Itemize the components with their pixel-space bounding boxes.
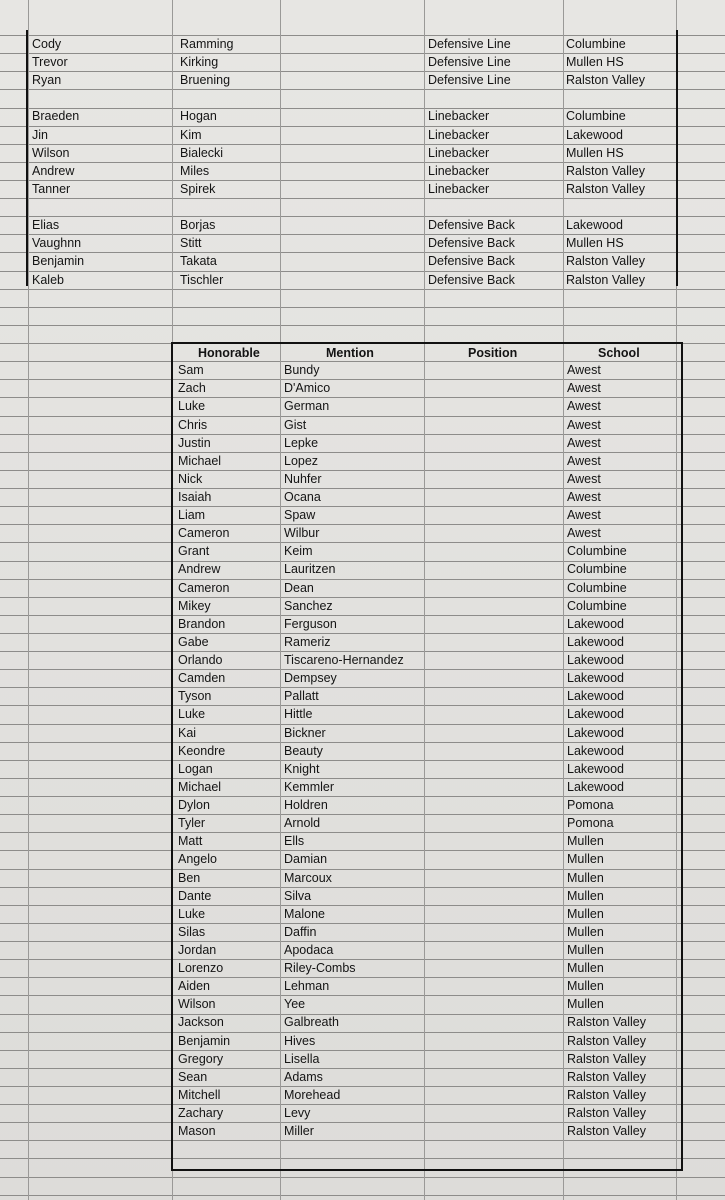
mention-school: Awest bbox=[567, 435, 601, 450]
mention-school: Ralston Valley bbox=[567, 1033, 646, 1048]
mention-first-name: Andrew bbox=[178, 562, 221, 577]
mention-school: Pomona bbox=[567, 798, 614, 813]
mention-first-name: Sean bbox=[178, 1069, 208, 1084]
mention-first-name: Angelo bbox=[178, 852, 217, 867]
mention-last-name: Ocana bbox=[284, 490, 321, 504]
mention-school: Mullen bbox=[567, 961, 604, 976]
player-first-name: Trevor bbox=[32, 55, 68, 70]
player-school: Mullen HS bbox=[566, 55, 624, 70]
mention-last-name: Tiscareno-Hernandez bbox=[284, 653, 404, 668]
player-first-name: Kaleb bbox=[32, 272, 64, 287]
mention-first-name: Luke bbox=[178, 399, 206, 414]
mention-first-name: Liam bbox=[178, 508, 206, 523]
player-position: Linebacker bbox=[428, 109, 490, 124]
grid-row-line bbox=[0, 325, 725, 326]
mention-last-name: Galbreath bbox=[284, 1015, 339, 1030]
mention-last-name: Adams bbox=[284, 1069, 323, 1084]
player-school: Ralston Valley bbox=[566, 163, 645, 178]
player-school: Columbine bbox=[566, 37, 626, 51]
mention-school: Awest bbox=[567, 453, 601, 468]
mention-school: Ralston Valley bbox=[567, 1106, 646, 1121]
player-last-name: Kim bbox=[180, 127, 202, 142]
mention-school: Lakewood bbox=[567, 634, 624, 649]
player-school: Lakewood bbox=[566, 218, 623, 233]
mention-school: Ralston Valley bbox=[567, 1051, 646, 1066]
mention-first-name: Grant bbox=[178, 544, 210, 559]
mention-school: Lakewood bbox=[567, 725, 624, 740]
player-school: Ralston Valley bbox=[566, 73, 645, 88]
mention-school: Lakewood bbox=[567, 779, 624, 794]
mention-school: Ralston Valley bbox=[567, 1087, 646, 1102]
mention-first-name: Michael bbox=[178, 453, 222, 468]
mention-school: Awest bbox=[567, 417, 601, 432]
mention-school: Lakewood bbox=[567, 689, 624, 704]
mention-last-name: Knight bbox=[284, 761, 320, 776]
mention-last-name: Dean bbox=[284, 580, 314, 595]
player-last-name: Ramming bbox=[180, 37, 234, 51]
mention-first-name: Aiden bbox=[178, 979, 210, 994]
grid-row-line bbox=[0, 1195, 725, 1196]
grid-row-line bbox=[0, 1177, 725, 1178]
player-school: Lakewood bbox=[566, 127, 623, 142]
mention-first-name: Luke bbox=[178, 906, 206, 921]
mention-last-name: Lauritzen bbox=[284, 562, 336, 577]
player-last-name: Bruening bbox=[180, 73, 231, 88]
mention-school: Mullen bbox=[567, 924, 604, 939]
player-first-name: Tanner bbox=[32, 181, 71, 196]
player-last-name: Kirking bbox=[180, 55, 219, 70]
grid-row-line bbox=[0, 307, 725, 308]
mention-last-name: Rameriz bbox=[284, 634, 331, 649]
mention-last-name: Lopez bbox=[284, 453, 319, 468]
mention-school: Mullen bbox=[567, 997, 604, 1012]
mention-last-name: Malone bbox=[284, 906, 325, 921]
player-first-name: Wilson bbox=[32, 145, 70, 160]
mention-last-name: Holdren bbox=[284, 798, 328, 813]
mention-first-name: Zachary bbox=[178, 1106, 224, 1121]
grid-row-line bbox=[0, 289, 725, 290]
player-first-name: Benjamin bbox=[32, 254, 85, 269]
mention-first-name: Luke bbox=[178, 707, 206, 722]
mention-last-name: Kemmler bbox=[284, 779, 335, 794]
mention-first-name: Silas bbox=[178, 924, 206, 939]
mention-last-name: Pallatt bbox=[284, 689, 319, 704]
mention-school: Awest bbox=[567, 526, 601, 541]
mention-first-name: Matt bbox=[178, 834, 203, 849]
mention-first-name: Dylon bbox=[178, 798, 210, 813]
mention-school: Columbine bbox=[567, 562, 627, 577]
mention-first-name: Benjamin bbox=[178, 1033, 231, 1048]
mention-last-name: Hittle bbox=[284, 707, 313, 722]
mention-last-name: Lisella bbox=[284, 1051, 320, 1066]
player-position: Defensive Back bbox=[428, 272, 515, 287]
player-position: Linebacker bbox=[428, 163, 490, 178]
column-header: Position bbox=[468, 346, 518, 361]
mention-last-name: Damian bbox=[284, 852, 328, 867]
mention-school: Mullen bbox=[567, 870, 604, 885]
mention-school: Ralston Valley bbox=[567, 1069, 646, 1084]
mention-school: Lakewood bbox=[567, 671, 624, 686]
mention-school: Mullen bbox=[567, 979, 604, 994]
player-last-name: Miles bbox=[180, 163, 210, 178]
mention-last-name: Ells bbox=[284, 834, 305, 849]
mention-first-name: Dante bbox=[178, 888, 212, 903]
player-last-name: Takata bbox=[180, 254, 217, 269]
mention-last-name: German bbox=[284, 399, 330, 414]
mention-school: Pomona bbox=[567, 816, 614, 831]
player-position: Defensive Back bbox=[428, 218, 515, 233]
mention-first-name: Keondre bbox=[178, 743, 226, 758]
mention-first-name: Ben bbox=[178, 870, 201, 885]
player-position: Defensive Line bbox=[428, 55, 511, 70]
mention-last-name: Levy bbox=[284, 1106, 311, 1121]
mention-last-name: D'Amico bbox=[284, 381, 331, 396]
mention-school: Lakewood bbox=[567, 761, 624, 776]
mention-last-name: Bickner bbox=[284, 725, 326, 740]
player-last-name: Tischler bbox=[180, 272, 224, 287]
mention-last-name: Beauty bbox=[284, 743, 323, 758]
mention-school: Lakewood bbox=[567, 707, 624, 722]
mention-first-name: Tyson bbox=[178, 689, 212, 704]
mention-last-name: Yee bbox=[284, 997, 306, 1012]
mention-school: Lakewood bbox=[567, 743, 624, 758]
player-position: Linebacker bbox=[428, 145, 490, 160]
player-last-name: Stitt bbox=[180, 236, 202, 251]
mention-last-name: Silva bbox=[284, 888, 312, 903]
mention-school: Mullen bbox=[567, 888, 604, 903]
mention-first-name: Camden bbox=[178, 671, 226, 686]
mention-last-name: Marcoux bbox=[284, 870, 332, 885]
mention-first-name: Jackson bbox=[178, 1015, 224, 1030]
mention-school: Ralston Valley bbox=[567, 1124, 646, 1139]
mention-last-name: Nuhfer bbox=[284, 471, 322, 486]
player-last-name: Spirek bbox=[180, 181, 216, 196]
mention-school: Ralston Valley bbox=[567, 1015, 646, 1030]
mention-school: Awest bbox=[567, 399, 601, 414]
column-header: Mention bbox=[326, 346, 374, 361]
mention-school: Awest bbox=[567, 363, 601, 378]
mention-first-name: Cameron bbox=[178, 526, 230, 541]
mention-last-name: Riley-Combs bbox=[284, 961, 356, 976]
player-first-name: Braeden bbox=[32, 109, 80, 124]
mention-last-name: Daffin bbox=[284, 924, 317, 939]
mention-first-name: Mason bbox=[178, 1124, 216, 1139]
mention-last-name: Lepke bbox=[284, 435, 319, 450]
mention-first-name: Cameron bbox=[178, 580, 230, 595]
mention-first-name: Kai bbox=[178, 725, 197, 740]
player-position: Linebacker bbox=[428, 181, 490, 196]
mention-school: Awest bbox=[567, 508, 601, 523]
mention-first-name: Mitchell bbox=[178, 1087, 221, 1102]
mention-first-name: Tyler bbox=[178, 816, 206, 831]
player-school: Columbine bbox=[566, 109, 626, 124]
mention-school: Columbine bbox=[567, 580, 627, 595]
mention-last-name: Miller bbox=[284, 1124, 314, 1139]
mention-last-name: Keim bbox=[284, 544, 313, 559]
mention-school: Lakewood bbox=[567, 653, 624, 668]
player-school: Ralston Valley bbox=[566, 181, 645, 196]
mention-first-name: Gabe bbox=[178, 634, 209, 649]
player-position: Defensive Back bbox=[428, 254, 515, 269]
mention-first-name: Jordan bbox=[178, 943, 217, 957]
mention-last-name: Wilbur bbox=[284, 526, 320, 541]
player-first-name: Andrew bbox=[32, 163, 75, 178]
mention-first-name: Zach bbox=[178, 381, 206, 396]
player-first-name: Ryan bbox=[32, 73, 62, 88]
mention-school: Mullen bbox=[567, 943, 604, 957]
mention-school: Columbine bbox=[567, 598, 627, 613]
mention-first-name: Chris bbox=[178, 417, 208, 432]
mention-last-name: Bundy bbox=[284, 363, 320, 378]
mention-first-name: Sam bbox=[178, 363, 204, 378]
mention-first-name: Lorenzo bbox=[178, 961, 224, 976]
mention-last-name: Sanchez bbox=[284, 598, 333, 613]
player-last-name: Borjas bbox=[180, 218, 216, 233]
mention-first-name: Orlando bbox=[178, 653, 223, 668]
column-header: Honorable bbox=[198, 346, 260, 361]
mention-first-name: Nick bbox=[178, 471, 203, 486]
mention-last-name: Arnold bbox=[284, 816, 321, 831]
player-first-name: Elias bbox=[32, 218, 60, 233]
player-first-name: Cody bbox=[32, 37, 62, 51]
player-last-name: Hogan bbox=[180, 109, 217, 124]
player-first-name: Jin bbox=[32, 127, 48, 142]
player-school: Mullen HS bbox=[566, 145, 624, 160]
mention-school: Mullen bbox=[567, 906, 604, 921]
mention-first-name: Justin bbox=[178, 435, 211, 450]
mention-school: Mullen bbox=[567, 852, 604, 867]
player-school: Ralston Valley bbox=[566, 254, 645, 269]
mention-school: Lakewood bbox=[567, 616, 624, 631]
mention-last-name: Ferguson bbox=[284, 616, 337, 631]
mention-school: Awest bbox=[567, 490, 601, 504]
column-header: School bbox=[598, 346, 640, 361]
mention-first-name: Mikey bbox=[178, 598, 211, 613]
mention-last-name: Spaw bbox=[284, 508, 316, 523]
mention-last-name: Hives bbox=[284, 1033, 316, 1048]
player-position: Defensive Line bbox=[428, 73, 511, 88]
player-first-name: Vaughnn bbox=[32, 236, 82, 251]
mention-last-name: Gist bbox=[284, 417, 307, 432]
mention-school: Awest bbox=[567, 471, 601, 486]
mention-last-name: Dempsey bbox=[284, 671, 337, 686]
mention-school: Columbine bbox=[567, 544, 627, 559]
player-last-name: Bialecki bbox=[180, 145, 224, 160]
player-position: Linebacker bbox=[428, 127, 490, 142]
mention-school: Awest bbox=[567, 381, 601, 396]
player-school: Ralston Valley bbox=[566, 272, 645, 287]
mention-last-name: Morehead bbox=[284, 1087, 341, 1102]
player-school: Mullen HS bbox=[566, 236, 624, 251]
mention-last-name: Lehman bbox=[284, 979, 330, 994]
player-position: Defensive Line bbox=[428, 37, 511, 51]
mention-first-name: Isaiah bbox=[178, 490, 212, 504]
mention-first-name: Michael bbox=[178, 779, 222, 794]
mention-school: Mullen bbox=[567, 834, 604, 849]
mention-first-name: Gregory bbox=[178, 1051, 224, 1066]
player-position: Defensive Back bbox=[428, 236, 515, 251]
mention-first-name: Wilson bbox=[178, 997, 216, 1012]
mention-first-name: Brandon bbox=[178, 616, 226, 631]
mention-last-name: Apodaca bbox=[284, 943, 334, 957]
mention-first-name: Logan bbox=[178, 761, 213, 776]
